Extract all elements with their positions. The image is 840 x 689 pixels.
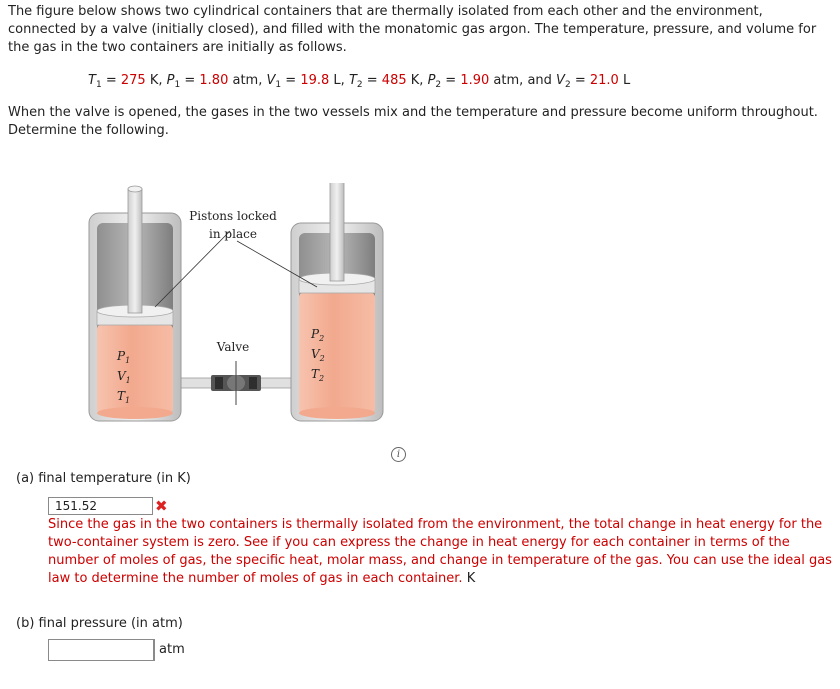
right-container <box>291 183 383 421</box>
t1-param: $T_1 = 275$ K, <box>88 73 163 90</box>
left-gas <box>97 325 173 413</box>
left-rod <box>128 189 142 313</box>
part-b-answer-input[interactable] <box>48 639 154 661</box>
svg-text:V2: $V_2$ <box>311 347 325 363</box>
part-b-label: (b) final pressure (in atm) <box>16 616 183 631</box>
part-b-unit: atm <box>154 639 184 661</box>
initial-parameters: $T_1 = 275$ K, $P_1 = 1.80$ atm, $V_1 = 19.8$ L, $T_2 = 485$ K, $P_2 = 1.90$ atm, and $V_2 = 21.0$ L <box>88 73 631 90</box>
part-a-label: (a) final temperature (in K) <box>16 471 191 486</box>
info-icon[interactable]: i <box>391 447 406 462</box>
v1-param: $V_1 = 19.8$ L, <box>266 73 345 90</box>
svg-text:T2: $T_2$ <box>311 367 325 383</box>
valve <box>211 361 261 405</box>
svg-text:P1: $P_1$ <box>117 349 131 365</box>
svg-text:T1: $T_1$ <box>117 389 131 405</box>
pistons-label-2: in place <box>209 227 257 241</box>
valve-label: Valve <box>216 340 250 354</box>
part-a-answer-input[interactable]: 151.52 <box>48 497 153 515</box>
part-a-feedback: Since the gas in the two containers is thermally isolated from the environment, the total change in heat energy for the two-container system is zero. See if you can express the change in heat energy for each container in terms of the number of moles of gas, the specific heat, molar mass, and change in temperature of the gas. You can use the ideal gas law to determine the number of moles of gas in each container. K <box>48 517 832 586</box>
two-cylinder-figure <box>75 183 415 453</box>
svg-text:V1: $V_1$ <box>117 369 131 385</box>
v2-param: $V_2 = 21.0$ L <box>556 73 631 90</box>
t2-param: $T_2 = 485$ K, <box>348 73 424 90</box>
problem-note: When the valve is opened, the gases in the two vessels mix and the temperature and pressure become uniform throughout. Determine the following. <box>8 105 818 138</box>
p2-param: $P_2 = 1.90$ atm, <box>427 73 524 90</box>
svg-text:P2: $P_2$ <box>311 327 325 343</box>
pistons-label-1: Pistons locked <box>189 209 277 223</box>
p1-param: $P_1 = 1.80$ atm, <box>166 73 263 90</box>
left-container <box>89 186 181 421</box>
problem-intro: The figure below shows two cylindrical containers that are thermally isolated from each other and the environment, connected by a valve (initially closed), and filled with the monatomic gas argon. The temperature, pressure, and volume for the gas in the two containers are initially as follows. <box>8 4 817 55</box>
incorrect-icon: ✖ <box>155 497 168 515</box>
right-rod <box>330 183 344 281</box>
